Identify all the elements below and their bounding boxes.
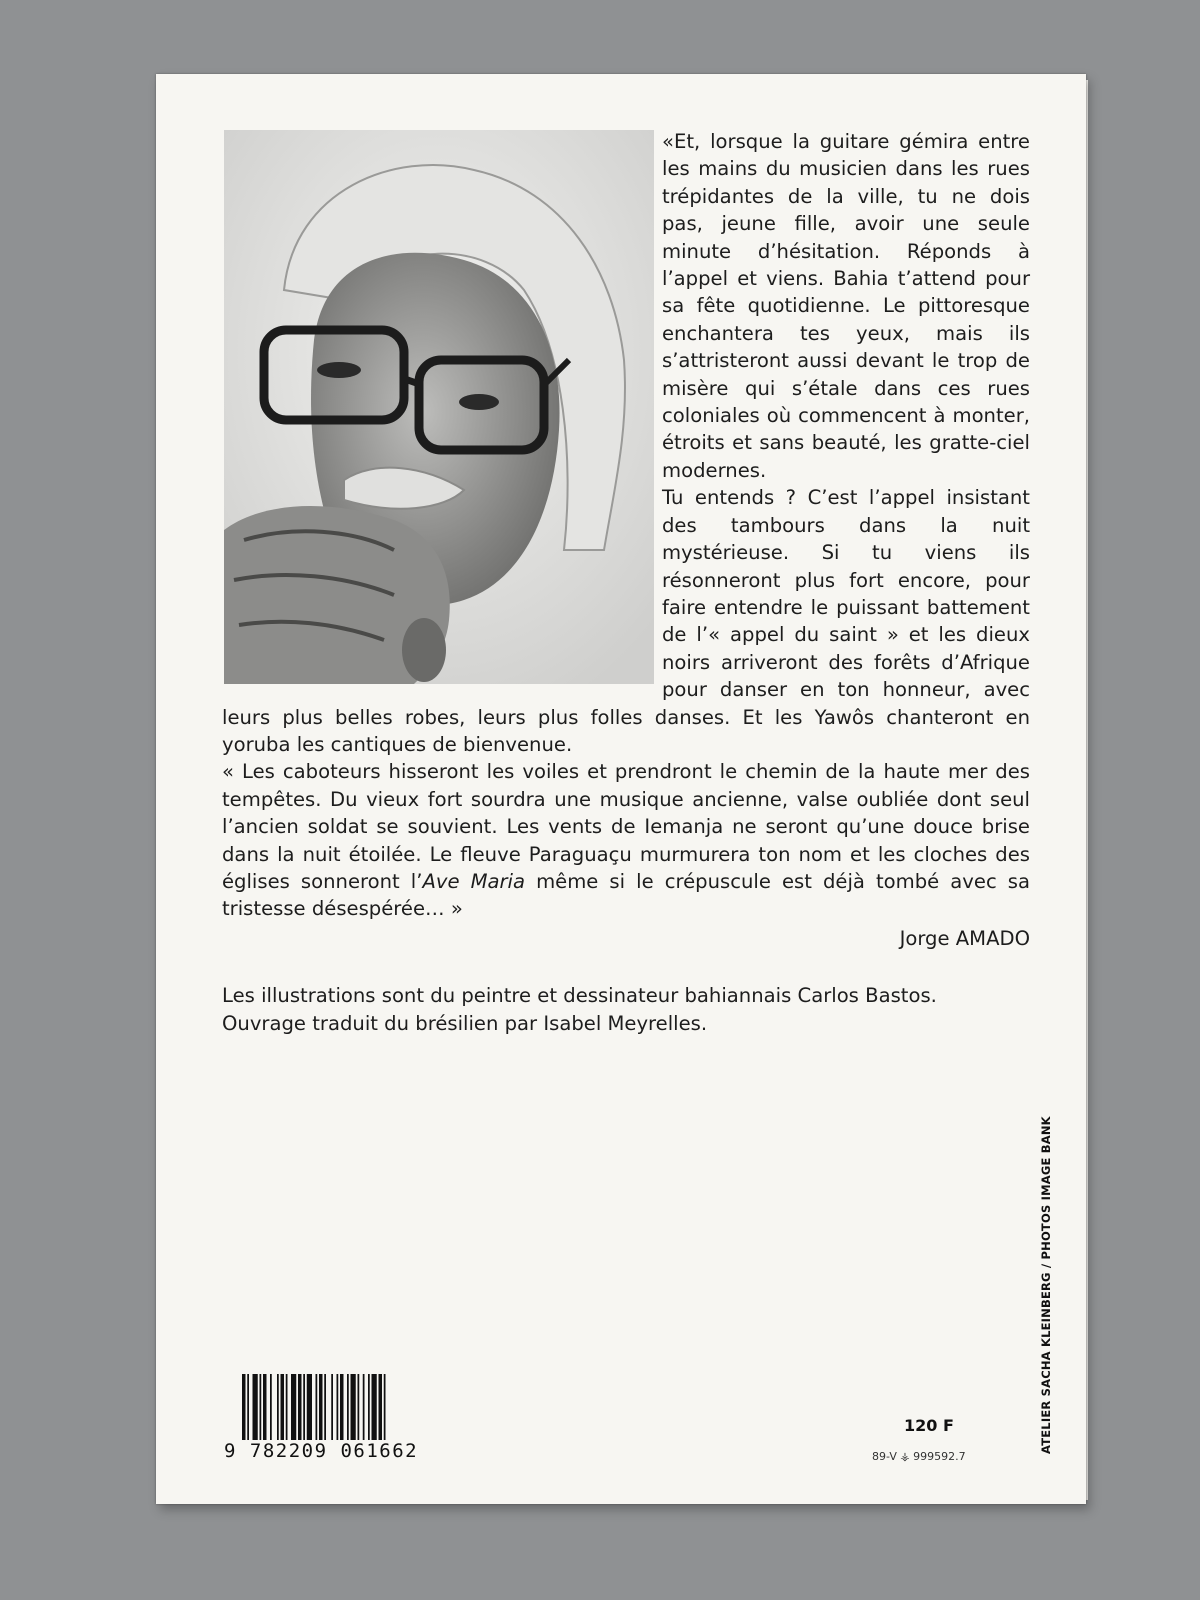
quote-paragraph-3-start: « Les caboteurs hisseront les voiles et prendront le chemin de la haute mer des tempêtes. Du vieux fort sourdra une musique ancienne, valse oubliée dont seul l’ancien soldat se souvient. Les vents de Iemanja ne seront qu’une douce brise dans la nuit étoilée. Le fleuve Paraguaçu murmurera ton nom et les cloches des églises sonneront l’	[222, 760, 1030, 893]
credits-illustrations: Les illustrations sont du peintre et dessinateur bahiannais Carlos Bastos.	[222, 984, 937, 1008]
barcode-bar	[263, 1374, 267, 1440]
credits	[222, 982, 1030, 1037]
barcode-bar	[316, 1374, 318, 1440]
quote-italic-title: Ave Maria	[422, 869, 525, 893]
barcode-bar	[253, 1374, 258, 1440]
barcode-bar	[324, 1374, 326, 1440]
barcode	[242, 1374, 428, 1440]
barcode-bar	[340, 1374, 344, 1440]
barcode-bar	[303, 1374, 305, 1440]
barcode-bar	[286, 1374, 288, 1440]
isbn-number: 9 782209 061662	[224, 1440, 419, 1462]
photo-credit: ATELIER SACHA KLEINBERG / PHOTOS IMAGE BANK	[1039, 1116, 1053, 1454]
credits-translation: Ouvrage traduit du brésilien par Isabel Meyrelles.	[222, 1011, 708, 1035]
quote-paragraph-1: «Et, lorsque la guitare gémira entre les mains du musicien dans les rues trépidantes de la ville, tu ne dois pas, jeune fille, avoir une seule minute d’hésitation. Réponds à l’appel et viens. Bahia t’attend pour sa fête quotidienne. Le pittoresque enchantera tes yeux, mais ils s’attristeront aussi devant le trop de misère qui s’étale dans ces rues coloniales où commencent à monter, étroits et sans beauté, les gratte-ciel modernes.	[662, 130, 1030, 482]
barcode-bar	[363, 1374, 365, 1440]
barcode-bar	[347, 1374, 349, 1440]
barcode-bar	[260, 1374, 262, 1440]
barcode-bar	[372, 1374, 377, 1440]
barcode-bar	[337, 1374, 339, 1440]
barcode-bar	[307, 1374, 312, 1440]
barcode-bar	[291, 1374, 296, 1440]
barcode-bar	[277, 1374, 279, 1440]
barcode-bar	[270, 1374, 272, 1440]
catalog-code: 89-V ⚶ 999592.7	[872, 1450, 966, 1463]
barcode-bar	[384, 1374, 386, 1440]
barcode-bar	[247, 1374, 249, 1440]
quote-paragraph-2: Tu entends ? C’est l’appel insistant des tambours dans la nuit mystérieuse. Si tu viens ils résonneront plus fort encore, pour faire entendre le puissant battement de l’« appel du saint » et les dieux noirs arriveront des forêts d’Afrique pour danser en ton honneur, avec leurs plus belles robes, leurs plus folles danses. Et les Yawôs chanteront en yoruba les cantiques de bienvenue.	[222, 486, 1030, 756]
barcode-bar	[319, 1374, 323, 1440]
quote-paragraph-3-end: même si le crépuscule est déjà tombé avec sa tristesse désespérée… »	[222, 869, 1031, 921]
quote-paragraph-3	[222, 758, 1030, 922]
photo-spacer	[222, 128, 662, 688]
barcode-bar	[298, 1374, 302, 1440]
barcode-bar	[281, 1374, 285, 1440]
barcode-bar	[379, 1374, 383, 1440]
price-label: 120 F	[904, 1416, 954, 1435]
barcode-bar	[331, 1374, 333, 1440]
author-signature: Jorge AMADO	[899, 926, 1030, 950]
barcode-bar	[242, 1374, 246, 1440]
barcode-bar	[351, 1374, 356, 1440]
quote-text	[222, 128, 1030, 1037]
barcode-bar	[368, 1374, 370, 1440]
barcode-bar	[358, 1374, 360, 1440]
book-back-cover	[156, 74, 1086, 1504]
